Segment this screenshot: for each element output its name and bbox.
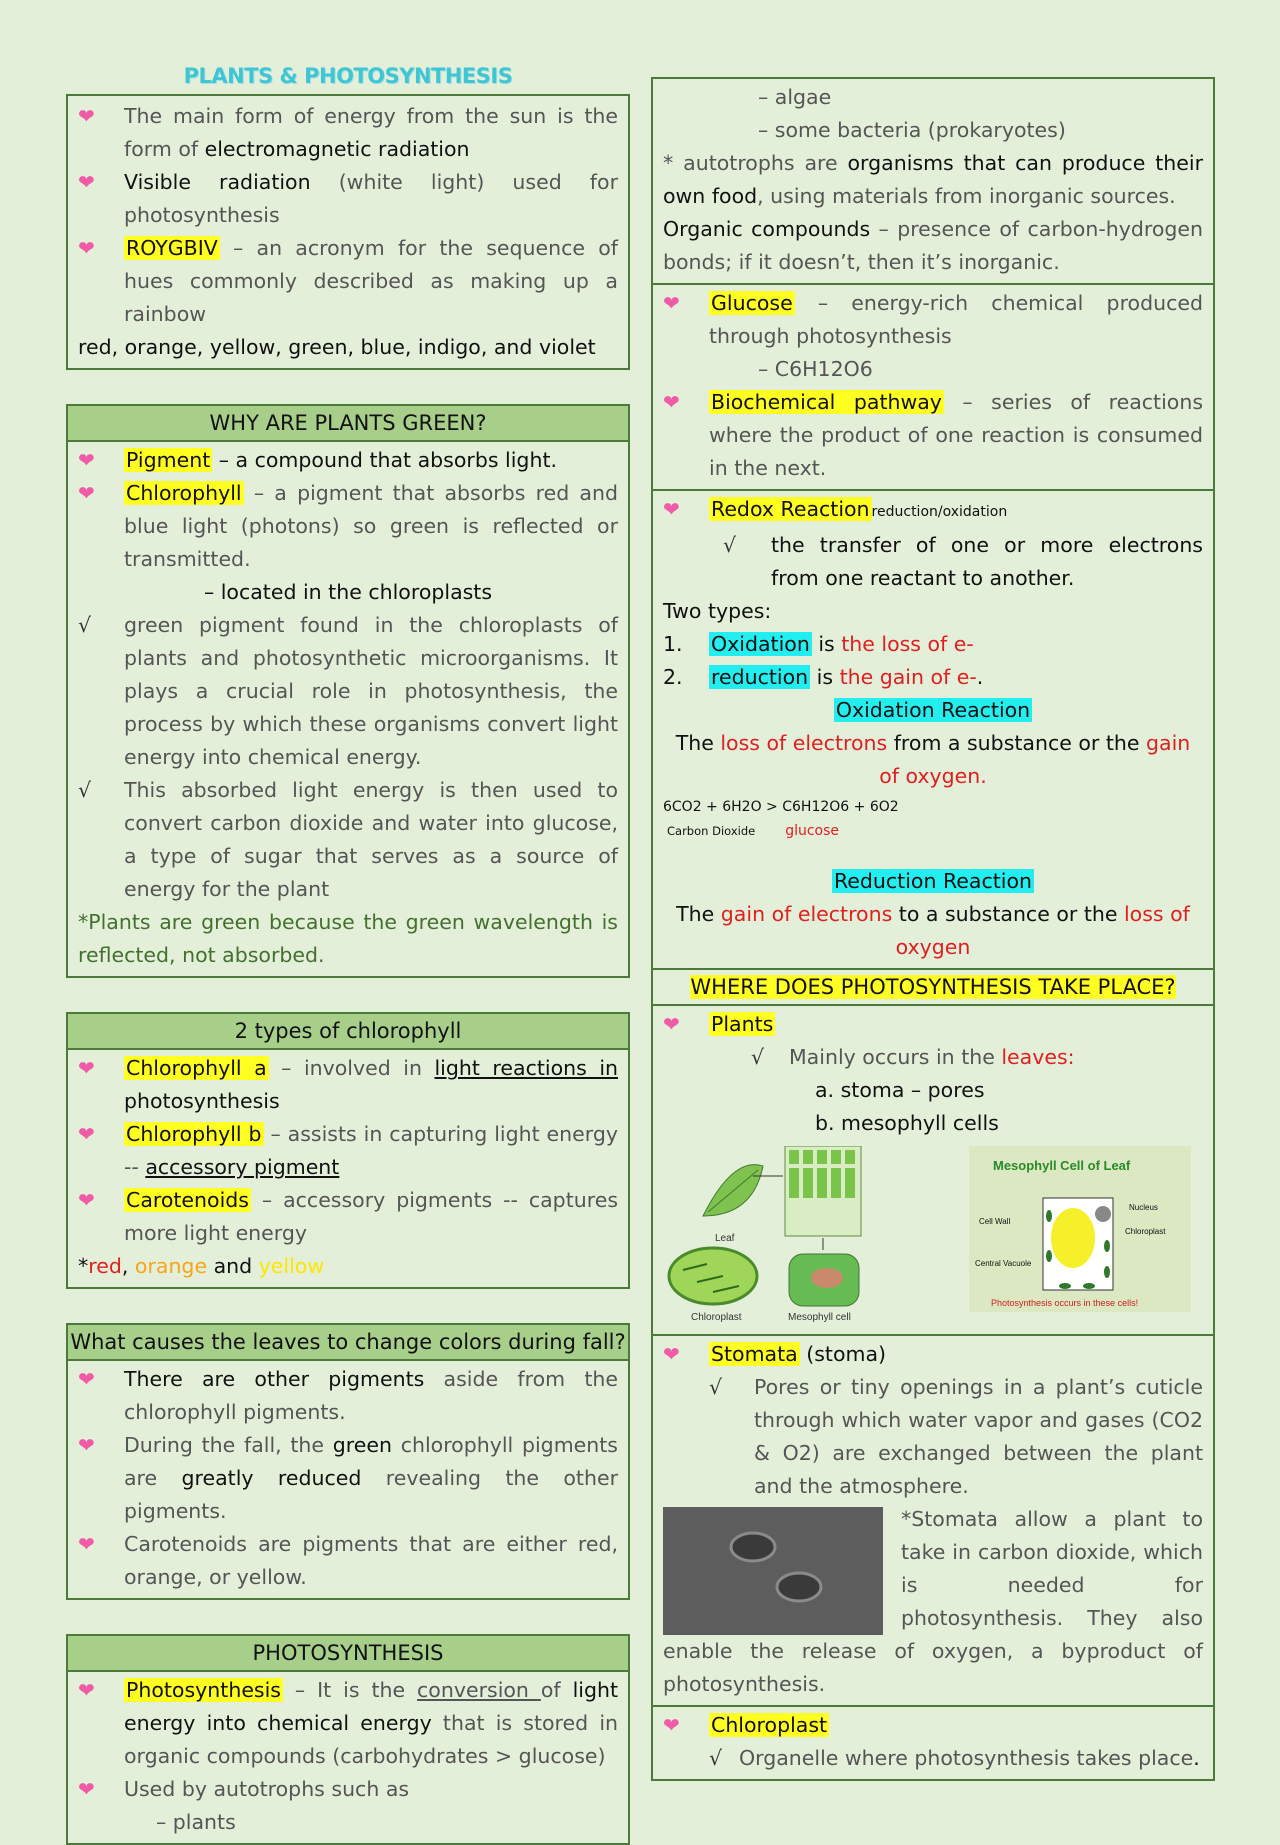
reduction-title: Reduction Reaction: [833, 869, 1033, 893]
list-item: ❤ ROYGBIV – an acronym for the sequence of hues commonly described as making up a rainbow: [78, 232, 618, 331]
list-item: ❤ Biochemical pathway – series of reactions where the product of one reaction is consumed in the next.: [663, 386, 1203, 485]
intro-box: [66, 94, 630, 370]
check-icon: √: [709, 1746, 723, 1770]
oxidation-title: Oxidation Reaction: [835, 698, 1031, 722]
svg-text:Mesophyll cell: Mesophyll cell: [788, 1312, 851, 1323]
glucose-box: ❤ Glucose – energy-rich chemical produced through photosynthesis – C6H12O6 ❤ Biochemical pathway – series of reactions where the product of one reaction is consumed in the next.: [651, 285, 1215, 491]
list-item: ❤ The main form of energy from the sun is the form of electromagnetic radiation: [78, 100, 618, 166]
right-column: [651, 77, 1215, 1781]
list-item: ❤ Plants: [663, 1008, 1203, 1041]
heart-icon: ❤: [78, 1678, 95, 1702]
heart-icon: ❤: [78, 1056, 95, 1080]
svg-text:Chloroplast: Chloroplast: [691, 1312, 742, 1323]
svg-text:Cell Wall: Cell Wall: [979, 1217, 1011, 1226]
list-item: ❤ Carotenoids are pigments that are either red, orange, or yellow.: [78, 1528, 618, 1594]
list-item: ❤ During the fall, the green chlorophyll pigments are greatly reduced revealing the other pigments.: [78, 1429, 618, 1528]
heart-icon: ❤: [663, 497, 680, 521]
section-header: What causes the leaves to change colors during fall?: [68, 1325, 628, 1361]
list-item: ❤ Stomata (stoma): [663, 1338, 1203, 1371]
check-icon: √: [723, 533, 737, 557]
list-item: √ Organelle where photosynthesis takes place.: [709, 1742, 1203, 1775]
list-item: √ Pores or tiny openings in a plant’s cuticle through which water vapor and gases (CO2 & O2) are exchanged between the plant and the atmosphere.: [709, 1371, 1203, 1503]
autotrophs-def: * autotrophs are organisms that can produce their own food, using materials from inorganic sources.: [663, 151, 1203, 208]
page-title: PLANTS & PHOTOSYNTHESIS: [183, 64, 513, 88]
heart-icon: ❤: [78, 448, 95, 472]
svg-text:Chloroplast: Chloroplast: [1125, 1227, 1166, 1236]
plants-line: – plants: [156, 1810, 236, 1834]
organic-def: Organic compounds – presence of carbon-hydrogen bonds; if it doesn’t, then it’s inorganic.: [663, 217, 1203, 274]
colors-line: red, orange, yellow, green, blue, indigo, and violet: [78, 335, 596, 359]
heart-icon: ❤: [78, 104, 95, 128]
heart-icon: ❤: [663, 390, 680, 414]
chlorophyll-types-box: [66, 1012, 630, 1289]
left-column: [66, 60, 630, 1845]
located-line: – located in the chloroplasts: [203, 580, 493, 604]
list-item: ❤ Chlorophyll – a pigment that absorbs red and blue light (photons) so green is reflected or transmitted.: [78, 477, 618, 576]
heart-icon: ❤: [78, 1532, 95, 1556]
list-item: ❤ Chloroplast: [663, 1709, 1203, 1742]
svg-text:Mesophyll Cell of Leaf: Mesophyll Cell of Leaf: [993, 1158, 1131, 1173]
list-item: ❤ Chlorophyll a – involved in light reactions in photosynthesis: [78, 1052, 618, 1118]
heart-icon: ❤: [663, 1342, 680, 1366]
list-item: ❤ There are other pigments aside from the chlorophyll pigments.: [78, 1363, 618, 1429]
list-item: √ the transfer of one or more electrons from one reactant to another.: [723, 529, 1203, 595]
list-item: √ This absorbed light energy is then used to convert carbon dioxide and water into glucose, a type of sugar that serves as a source of energy for the plant: [78, 774, 618, 906]
equation: 6CO2 + 6H2O > C6H12O6 + 6O2: [663, 799, 899, 815]
stomata-note-wrap: *Stomata allow a plant to take in carbon dioxide, which is needed for photosynthesis. They also enable the release of oxygen, a byproduct of photosynthesis.: [663, 1507, 1203, 1696]
fall-box: [66, 1323, 630, 1600]
list-item: 2. reduction is the gain of e-.: [663, 665, 984, 689]
heart-icon: ❤: [78, 170, 95, 194]
heart-icon: ❤: [663, 1012, 680, 1036]
list-item: ❤ Photosynthesis – It is the conversion of light energy into chemical energy that is stored in organic compounds (carbohydrates > glucose): [78, 1674, 618, 1773]
svg-text:Central Vacuole: Central Vacuole: [975, 1259, 1032, 1268]
section-header: 2 types of chlorophyll: [68, 1014, 628, 1050]
leaf-diagram-row: [663, 1146, 1203, 1326]
autotrophs-box: – algae – some bacteria (prokaryotes) * autotrophs are organisms that can produce their own food, using materials from inorganic sources. Organic compounds – presence of carbon-hydrogen bonds; if it doesn’t, then it’s inorganic.: [651, 77, 1215, 285]
check-icon: √: [751, 1045, 765, 1069]
redox-box: ❤ Redox Reaction reduction/oxidation √ the transfer of one or more electrons from one reactant to another. Two types: 1. Oxidation is the loss of e- 2. reduction is the gain of e-. Oxidation Reaction The loss of electrons from a substance or the gain of oxygen. 6CO2 + 6H2O > C6H12O6 + 6O2 Carbon Dioxide glucose Reduction Reaction The gain of electrons to a substance or the loss of oxygen: [651, 491, 1215, 970]
oxidation-def: The loss of electrons from a substance or the gain of oxygen.: [675, 731, 1191, 788]
list-item: ❤ Chlorophyll b – assists in capturing light energy -- accessory pigment: [78, 1118, 618, 1184]
why-green-box: [66, 404, 630, 978]
svg-text:Leaf: Leaf: [715, 1233, 735, 1244]
list-item: ❤ Used by autotrophs such as: [78, 1773, 618, 1806]
heart-icon: ❤: [78, 1122, 95, 1146]
heart-icon: ❤: [78, 236, 95, 260]
check-icon: √: [78, 778, 92, 802]
chloroplast-box: [651, 1707, 1215, 1781]
section-header: WHERE DOES PHOTOSYNTHESIS TAKE PLACE?: [653, 970, 1213, 1006]
stomata-photo: [663, 1507, 883, 1635]
list-item: ❤ Visible radiation (white light) used for photosynthesis: [78, 166, 618, 232]
svg-text:Photosynthesis occurs in these: Photosynthesis occurs in these cells!: [991, 1298, 1139, 1308]
photosynthesis-box: [66, 1634, 630, 1845]
where-box: WHERE DOES PHOTOSYNTHESIS TAKE PLACE? ❤ Plants √ Mainly occurs in the leaves: a. stoma – pores b. mesophyll cells Leaf Chloroplast Mesophyll cell Mesophyll Cell of Leaf Nucleus Chloroplast Cell Wall Central Vacuole Photosynthesis occurs in these cells!: [651, 970, 1215, 1336]
heart-icon: ❤: [78, 481, 95, 505]
heart-icon: ❤: [78, 1367, 95, 1391]
heart-icon: ❤: [663, 1713, 680, 1737]
stomata-box: [651, 1336, 1215, 1707]
section-header: WHY ARE PLANTS GREEN?: [68, 406, 628, 442]
list-item: ❤ Pigment – a compound that absorbs light.: [78, 444, 618, 477]
svg-text:Nucleus: Nucleus: [1129, 1203, 1158, 1212]
heart-icon: ❤: [78, 1433, 95, 1457]
check-icon: √: [78, 613, 92, 637]
list-item: 1. Oxidation is the loss of e-: [663, 632, 974, 656]
list-item: √ Mainly occurs in the leaves:: [751, 1041, 1203, 1074]
color-line: *red, orange and yellow: [78, 1254, 325, 1278]
check-icon: √: [709, 1375, 723, 1399]
list-item: ❤ Carotenoids – accessory pigments -- captures more light energy: [78, 1184, 618, 1250]
list-item: ❤ Redox Reaction reduction/oxidation: [663, 493, 1203, 529]
note: *Plants are green because the green wavelength is reflected, not absorbed.: [78, 910, 618, 967]
section-header: PHOTOSYNTHESIS: [68, 1636, 628, 1672]
list-item: √ green pigment found in the chloroplasts of plants and photosynthetic microorganisms. It plays a crucial role in photosynthesis, the process by which these organisms convert light energy into chemical energy.: [78, 609, 618, 774]
heart-icon: ❤: [663, 291, 680, 315]
leaf-diagram-image: [663, 1146, 1203, 1326]
heart-icon: ❤: [78, 1777, 95, 1801]
heart-icon: ❤: [78, 1188, 95, 1212]
list-item: ❤ Glucose – energy-rich chemical produced through photosynthesis: [663, 287, 1203, 353]
reduction-def: The gain of electrons to a substance or the loss of oxygen: [676, 902, 1190, 959]
